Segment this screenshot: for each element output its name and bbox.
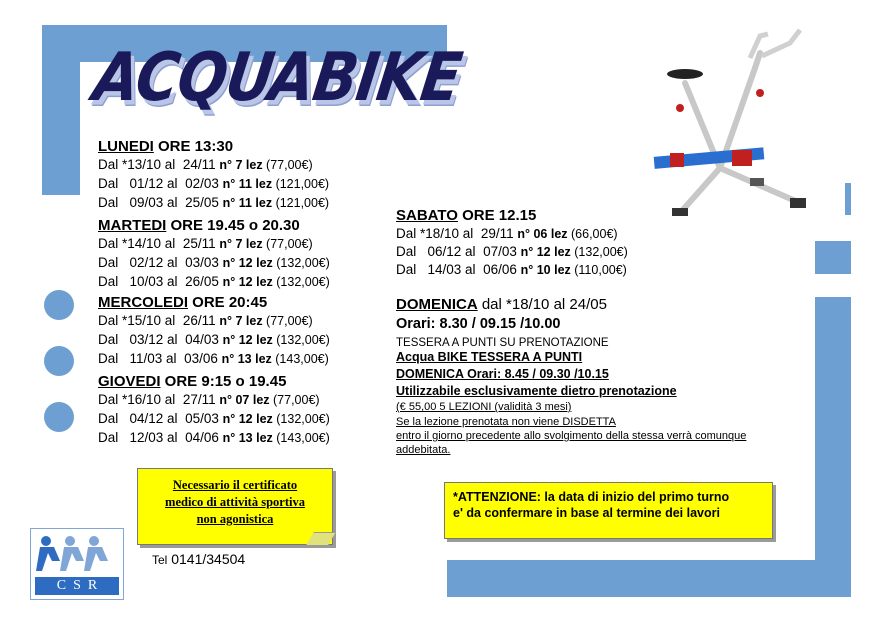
date-from: Dal 10/03 al bbox=[98, 274, 186, 289]
price: (132,00€) bbox=[574, 245, 628, 259]
lesson-count: n° 12 lez bbox=[520, 245, 575, 259]
tel-line bbox=[152, 551, 245, 567]
schedule-row bbox=[98, 274, 330, 289]
lesson-count: n° 12 lez bbox=[222, 275, 277, 289]
sabato-heading bbox=[396, 207, 536, 224]
lesson-count: n° 07 lez bbox=[219, 393, 273, 407]
disdetta-line-2: entro il giorno precedente allo svolgimento della stessa verrà comunque bbox=[396, 430, 747, 442]
frame-right-square-1 bbox=[845, 183, 851, 215]
day-heading-mercoledi bbox=[98, 294, 267, 311]
date-to: 26/11 bbox=[182, 313, 220, 328]
day-name: GIOVEDI bbox=[98, 373, 161, 390]
date-to: 26/05 bbox=[185, 274, 223, 289]
certificato-line-1: Necessario il certificato bbox=[172, 478, 298, 492]
frame-bottom-bar bbox=[447, 560, 851, 597]
frame-right-square-3 bbox=[815, 297, 851, 330]
attenzione-note bbox=[444, 482, 773, 539]
sabato-row bbox=[396, 244, 628, 259]
utilizzabile-text: Utilizzabile esclusivamente dietro prenotazione bbox=[396, 384, 677, 398]
domenica-dates: dal *18/10 al 24/05 bbox=[477, 296, 607, 313]
date-from: Dal 04/12 al bbox=[98, 411, 186, 426]
prezzo-text: (€ 55,00 5 LEZIONI (validità 3 mesi) bbox=[396, 401, 572, 413]
day-name: LUNEDI bbox=[98, 138, 154, 155]
price: (110,00€) bbox=[574, 263, 627, 277]
acquabike-image bbox=[650, 28, 810, 228]
date-to: 07/03 bbox=[483, 244, 521, 259]
lesson-count: n° 13 lez bbox=[221, 352, 276, 366]
frame-right-bar bbox=[815, 330, 851, 597]
csr-logo-text: C S R bbox=[56, 578, 98, 593]
tessera-text: TESSERA A PUNTI SU PRENOTAZIONE bbox=[396, 337, 609, 349]
disdetta-line-1: Se la lezione prenotata non viene DISDETTA bbox=[396, 416, 616, 428]
date-to: 04/06 bbox=[185, 430, 223, 445]
lesson-count: n° 06 lez bbox=[517, 227, 571, 241]
price: (77,00€) bbox=[273, 393, 320, 407]
day-heading-martedi bbox=[98, 217, 300, 234]
date-from: Dal 09/03 al bbox=[98, 195, 186, 210]
date-from: Dal 06/12 al bbox=[396, 244, 484, 259]
frame-right-square-2 bbox=[815, 241, 851, 274]
certificato-line-3: non agonistica bbox=[196, 512, 274, 526]
date-from: Dal 02/12 al bbox=[98, 255, 186, 270]
certificato-line-2: medico di attività sportiva bbox=[165, 495, 305, 509]
day-time: ORE 13:30 bbox=[153, 138, 234, 155]
price: (132,00€) bbox=[276, 333, 330, 347]
price: (143,00€) bbox=[275, 352, 329, 366]
sabato-row bbox=[396, 262, 627, 277]
lesson-count: n° 7 lez bbox=[219, 237, 267, 251]
lesson-count: n° 13 lez bbox=[222, 431, 277, 445]
date-from: Dal 12/03 al bbox=[98, 430, 186, 445]
day-time: ORE 19.45 o 20.30 bbox=[166, 217, 300, 234]
lesson-count: n° 11 lez bbox=[222, 177, 276, 191]
tel-label: Tel bbox=[152, 553, 168, 567]
decor-circle-3 bbox=[44, 402, 74, 432]
date-from: Dal 11/03 al bbox=[98, 351, 185, 366]
date-from: Dal *18/10 al bbox=[396, 226, 481, 241]
price: (121,00€) bbox=[275, 196, 330, 210]
schedule-row bbox=[98, 195, 329, 210]
sabato-day: SABATO bbox=[396, 207, 458, 224]
lesson-count: n° 12 lez bbox=[222, 333, 277, 347]
date-to: 03/06 bbox=[184, 351, 222, 366]
sabato-time: ORE 12.15 bbox=[457, 207, 537, 224]
price: (77,00€) bbox=[266, 158, 313, 172]
domenica-orari-2: DOMENICA Orari: 8.45 / 09.30 /10.15 bbox=[396, 367, 609, 381]
date-from: Dal 01/12 al bbox=[98, 176, 186, 191]
decor-circle-1 bbox=[44, 290, 74, 320]
date-to: 29/11 bbox=[480, 226, 518, 241]
schedule-row bbox=[98, 313, 313, 328]
lesson-count: n° 12 lez bbox=[222, 412, 277, 426]
date-from: Dal *16/10 al bbox=[98, 392, 183, 407]
day-heading-giovedi bbox=[98, 373, 286, 390]
page-title: ACQUABIKE bbox=[89, 38, 466, 117]
disdetta-line-3: addebitata. bbox=[396, 444, 451, 456]
day-name: MERCOLEDI bbox=[98, 294, 188, 311]
price: (132,00€) bbox=[276, 275, 330, 289]
price: (121,00€) bbox=[275, 177, 330, 191]
decor-circle-2 bbox=[44, 346, 74, 376]
date-from: Dal *15/10 al bbox=[98, 313, 183, 328]
date-to: 02/03 bbox=[185, 176, 223, 191]
csr-figures-icon bbox=[32, 531, 122, 577]
date-to: 04/03 bbox=[185, 332, 223, 347]
lesson-count: n° 11 lez bbox=[222, 196, 276, 210]
domenica-day: DOMENICA bbox=[396, 296, 478, 313]
price: (66,00€) bbox=[571, 227, 618, 241]
attenzione-line-1: *ATTENZIONE: la data di inizio del primo turno bbox=[453, 490, 730, 504]
date-from: Dal *13/10 al bbox=[98, 157, 183, 172]
date-to: 05/03 bbox=[185, 411, 223, 426]
date-to: 03/03 bbox=[185, 255, 223, 270]
frame-left-bar bbox=[42, 25, 80, 195]
domenica-heading bbox=[396, 296, 607, 313]
sabato-row bbox=[396, 226, 618, 241]
day-heading-lunedi bbox=[98, 138, 233, 155]
date-from: Dal 03/12 al bbox=[98, 332, 186, 347]
lesson-count: n° 7 lez bbox=[219, 314, 267, 328]
price: (143,00€) bbox=[276, 431, 330, 445]
price: (132,00€) bbox=[276, 256, 330, 270]
schedule-row bbox=[98, 332, 330, 347]
day-time: ORE 9:15 o 19.45 bbox=[160, 373, 287, 390]
schedule-row bbox=[98, 176, 329, 191]
acqua-bike-text: Acqua BIKE TESSERA A PUNTI bbox=[396, 350, 583, 364]
date-to: 24/11 bbox=[182, 157, 220, 172]
schedule-row bbox=[98, 236, 313, 251]
day-name: MARTEDI bbox=[98, 217, 167, 234]
price: (77,00€) bbox=[266, 237, 313, 251]
schedule-row bbox=[98, 411, 330, 426]
domenica-orari: Orari: 8.30 / 09.15 /10.00 bbox=[396, 316, 561, 332]
date-to: 06/06 bbox=[483, 262, 521, 277]
attenzione-line-2: e' da confermare in base al termine dei lavori bbox=[453, 506, 720, 520]
tel-number: 0141/34504 bbox=[167, 551, 246, 567]
date-from: Dal *14/10 al bbox=[98, 236, 183, 251]
csr-logo bbox=[30, 528, 124, 600]
schedule-row bbox=[98, 255, 330, 270]
date-to: 25/11 bbox=[182, 236, 220, 251]
lesson-count: n° 7 lez bbox=[219, 158, 267, 172]
date-to: 25/05 bbox=[185, 195, 223, 210]
schedule-row bbox=[98, 351, 329, 366]
day-time: ORE 20:45 bbox=[188, 294, 268, 311]
certificato-note bbox=[137, 468, 333, 545]
date-from: Dal 14/03 al bbox=[396, 262, 484, 277]
schedule-row bbox=[98, 157, 313, 172]
lesson-count: n° 12 lez bbox=[222, 256, 277, 270]
date-to: 27/11 bbox=[182, 392, 220, 407]
price: (132,00€) bbox=[276, 412, 330, 426]
lesson-count: n° 10 lez bbox=[520, 263, 575, 277]
schedule-row bbox=[98, 430, 330, 445]
price: (77,00€) bbox=[266, 314, 313, 328]
schedule-row bbox=[98, 392, 320, 407]
